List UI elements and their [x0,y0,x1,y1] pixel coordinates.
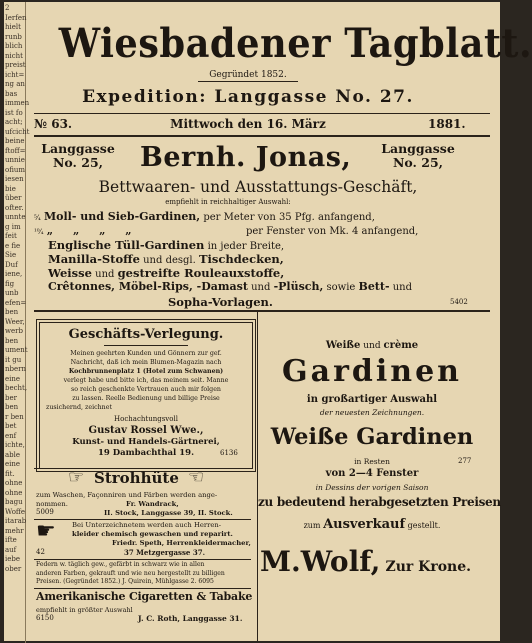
gutter-fragment: nicht [5,51,23,60]
gutter-fragment: ng an [5,80,25,88]
gutter-fragment: preist [5,61,26,69]
gutter-fragment: ber [5,393,17,402]
wolf-line-7: zu bedeutend herabgesetzten Preisen [258,495,501,509]
gutter-fragment: Sie [5,251,17,259]
rossel-greeting: Hochachtungsvoll [114,415,178,423]
hand-pointer-icon: ☛ [36,519,56,544]
gutter-fragment: runb [5,32,22,41]
masthead-divider [198,81,298,82]
gutter-fragment: hielt [5,23,21,31]
jonas-subtitle: Bettwaaren- und Ausstattungs-Geschäft, [98,178,418,196]
gutter-fragment: e fie [5,241,21,250]
roth-title: Amerikanische Cigaretten & Tabake [36,590,253,603]
gutter-fragment: icht= [5,70,25,79]
gutter-fragment: ist fo [5,108,23,117]
gutter-fragment: iebe [5,555,21,563]
gutter-fragment: ofium [5,165,26,174]
gutter-fragment: Woffe [5,507,26,516]
rossel-title: Geschäfts-Verlegung. [68,327,224,342]
gutter-fragment: ufcicht [5,127,30,136]
wolf-line-1: Weiße und crème [325,340,419,351]
roth-signature: J. C. Roth, Langgasse 31. [138,614,243,623]
gutter-fragment: mehr [5,526,24,535]
gutter-fragment: enf [5,431,17,440]
strohhuete-title: Strohhüte [94,469,179,487]
quirein-top-rule [34,559,251,560]
speth-text: Bei Unterzeichnetem werden auch Herren- kleider chemisch gewaschen und reparirt. Friedr. Speth, Herrenkleidermacher, [72,521,251,547]
left-column-cutoff [4,2,30,643]
gutter-fragment: ohne [5,479,23,487]
roth-line-1: empfiehlt in größter Auswahl [36,606,133,614]
issue-date: Mittwoch den 16. März [170,117,326,131]
rossel-text: Meinen geehrten Kunden und Gönnern zur gef. Nachricht, daß ich mein Blumen-Magazin nach Kochbrunnenplatz 1 (Hotel zum Schwanen) verlegt habe und bitte ich, das meinem seit. Manne so reich geschenkte Vertrauen auch mir folgen zu lassen. Reelle Bedienung und billige Preise zusichernd, zeichnet [46,350,229,411]
gutter-fragment: iesen [5,175,24,183]
gutter-fragment: immen [5,99,30,107]
gutter-fragment: r ben [5,412,24,421]
gutter-fragment: efen= [5,298,27,307]
jonas-ad-number: 5402 [450,298,468,306]
gutter-fragment: über [5,194,22,202]
gutter-fragment: unnie [5,156,25,164]
jonas-line-6: Crêtonnes, Möbel-Rips, -Damast und -Plüsch, sowie Bett- und [48,280,413,293]
newspaper-page [4,2,532,641]
gutter-fragment: bie [5,184,16,193]
wolf-line-8: zum Ausverkauf gestellt. [303,517,441,532]
wolf-line-4: in Resten [354,457,390,466]
founded-line: Gegründet 1852. [209,70,287,80]
expedition-line: Expedition: Langgasse No. 27. [82,87,414,107]
gutter-fragment: ben [5,336,19,345]
strohhuete-line-3: II. Stock, Langgasse 39, II. Stock. [104,509,233,517]
wolf-line-3: der neuesten Zeichnungen. [319,408,425,417]
gutter-fragment: eine [5,460,21,468]
gutter-fragment: fit. [5,469,15,478]
wolf-number: 277 [458,457,472,465]
strohhuete-line-1: zum Waschen, Façonniren und Färben werden ange- [36,491,218,499]
gutter-fragment: bagu [5,498,23,506]
gutter-fragment: bas [5,89,18,98]
jonas-line-2: ¹⁰⁄₄ „ „ „ „ per Fenster von Mk. 4 anfangend, [34,224,419,237]
jonas-left-address: Langgasse No. 25, [41,141,115,170]
gutter-fragment: ofter. [5,203,24,212]
jonas-line-1: ⁵⁄₄ Moll- und Sieb-Gardinen, per Meter von 35 Pfg. anfangend, [34,210,375,223]
gutter-fragment: ohne [5,488,23,497]
quirein-text: Federn w. täglich gew., gefärbt in schwarz wie in allen anderen Farben, gekrauft und wie neu hergestellt zu billigen Preisen. (Gegründet 1852.) J. Quirein, Mühlgasse 2. 6095 [36,561,225,586]
gutter-fragment: ftoff= [5,146,26,155]
jonas-line-3: Englische Tüll-Gardinen in jeder Breite, [48,238,285,252]
gutter-fragment: ument [5,346,28,354]
rossel-ad-box [36,319,256,472]
gutter-fragment: able [5,450,21,459]
strohhuete-number: 5009 [36,508,54,516]
gutter-fragment: fig [5,279,15,288]
rossel-title-rule [104,345,188,346]
gutter-fragment: ichte, [5,441,25,449]
rossel-name: Gustav Rossel Wwe., [88,425,204,436]
rossel-trade: Kunst- und Handels-Gärtnerei, [72,437,220,447]
page-main [28,2,532,641]
gutter-fragment: Weer, [5,317,25,326]
jonas-bottom-rule [34,310,490,312]
gutter-fragment: Duf [5,260,18,269]
gutter-fragment: auf [5,545,17,554]
gutter-fragment: beine [5,137,25,145]
wolf-line-5: von 2—4 Fenster [325,468,419,479]
wolf-name-line: M.Wolf, Zur Krone. [260,545,471,578]
jonas-line-7: Sopha-Vorlagen. [168,295,273,309]
gutter-fragment: ben [5,403,19,411]
speth-address: 37 Metzgergasse 37. [124,548,206,557]
gutter-fragment: bet [5,422,17,430]
issue-number: № 63. [34,117,73,131]
gutter-fragment: ifte [5,536,17,544]
gutter-fragment: acht; [5,118,23,126]
wolf-line-6: in Dessins der vorigen Saison [315,483,429,492]
gutter-fragment: 2 [5,4,10,12]
gutter-fragment: nbern [5,365,26,373]
wolf-gardinen-heading: Gardinen [282,354,462,389]
gutter-fragment: becht, [5,384,28,392]
speth-top-rule [34,519,251,520]
issue-year: 1881. [428,117,466,131]
header-rule-bottom [34,135,490,137]
header-rule-top [34,113,490,114]
hand-pointer-icon: ☞ [68,467,85,488]
gutter-fragment: g im [5,222,21,231]
roth-top-rule [34,588,251,589]
jonas-right-address: Langgasse No. 25, [381,141,455,170]
roth-number: 6150 [36,614,54,622]
gutter-fragment: iene, [5,270,23,278]
gutter-fragment: eine [5,374,21,383]
gutter-fragment: unnte [5,213,26,221]
wolf-line-2: in großartiger Auswahl [306,394,438,405]
speth-number: 42 [36,548,45,556]
jonas-line-5: Weisse und gestreifte Rouleauxstoffe, [48,266,285,280]
gutter-fragment: ober [5,564,22,573]
jonas-intro: empfiehlt in reichhaltiger Auswahl: [165,198,291,206]
gutter-fragment: feit [5,232,17,240]
rossel-number: 6136 [220,449,238,457]
gutter-fragment: it gu [5,355,22,364]
jonas-name: Bernh. Jonas, [140,142,352,173]
gutter-fragment: werb [5,327,23,335]
gutter-fragment: unb [5,289,19,297]
masthead-title: Wiesbadener Tagblatt. [58,20,532,67]
wolf-weisse-gardinen-heading: Weiße Gardinen [270,424,474,450]
gutter-fragment: blich [5,42,23,50]
jonas-line-4: Manilla-Stoffe und desgl. Tischdecken, [48,252,284,266]
hand-pointer-icon: ☞ [188,467,205,488]
strohhuete-line-2: nommen. Fr. Wandrack, [36,500,179,508]
rossel-address: 19 Dambachthal 19. [97,448,195,458]
gutter-fragment: ben [5,308,19,316]
gutter-fragment: Ierfen [5,13,27,22]
gutter-fragment: itarab [5,517,27,525]
